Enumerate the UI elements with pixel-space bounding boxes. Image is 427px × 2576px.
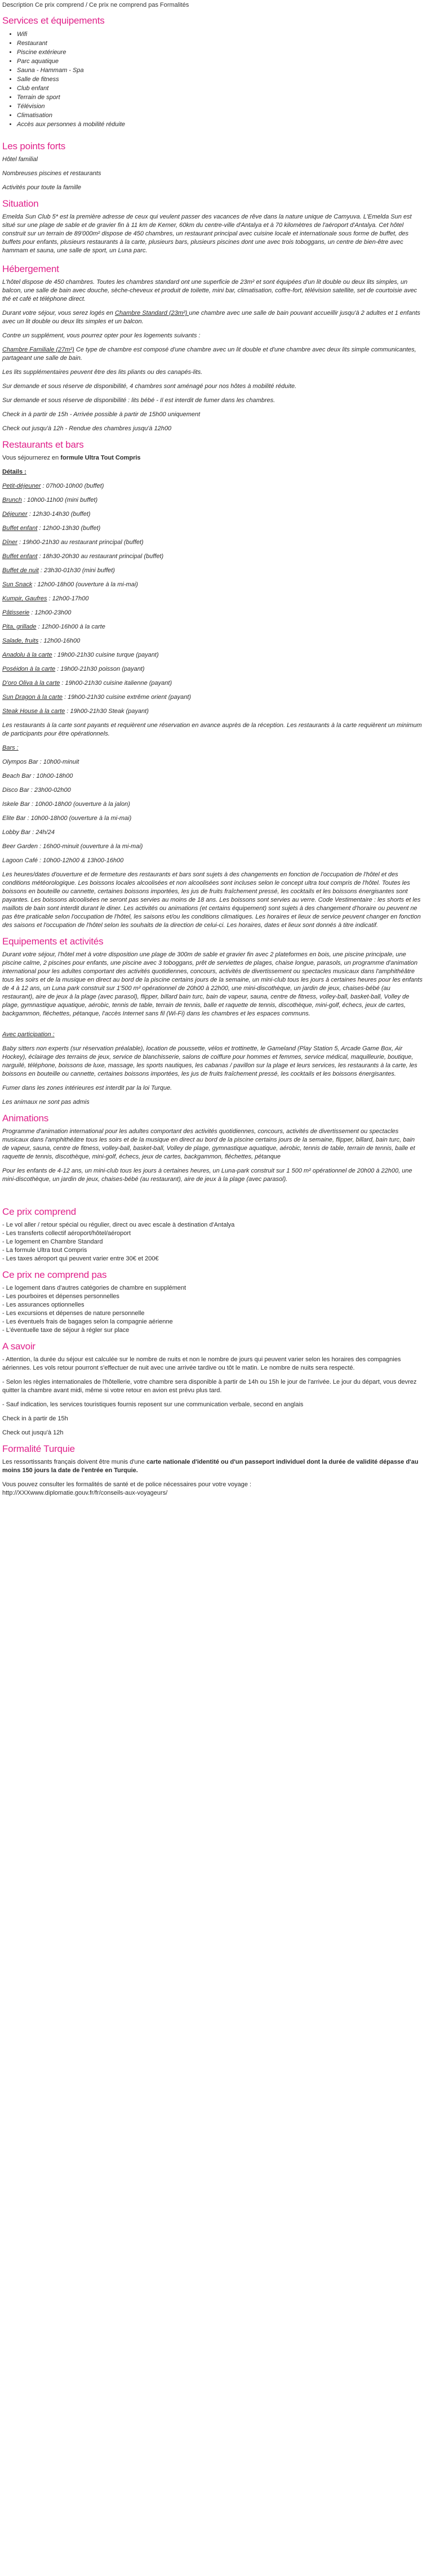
- hebergement-p4-b: Ce type de chambre est composé d'une chambre avec un lit double et d'une chambre avec deux lits simple communicantes, partageant une salle de bain.: [2, 346, 416, 362]
- bars-list: [2, 758, 422, 865]
- equipements-p1: Durant votre séjour, l'hôtel met à votre disposition une plage de 300m de sable et gravier fin avec 2 plateformes en bois, une piscine principale, une piscine calme, 2 piscines pour enfants, une piscine avec 3 toboggans, prêt de serviettes de plages, chaise longue, parasols, un programme d'animation international pour les adultes comportant des activités quotidiennes, concours, activités de divertissement ou spectacles musicaux dans l'amphithéâtre tous les soirs et de la musique en direct au bord de la piscine certains jours de la semaine, un mini-club tous les jours à certaines heures pour les enfants de 4 à 12 ans, un Luna park construit sur 1'500 m² opérationnel de 20h00 à 22h00, une mini-discothèque, un jardin de jeux, chaises-bébé (au restaurant), aire de jeux à la plage (avec parasol), flipper, billard bain turc, bain de vapeur, sauna, centre de fitness, volley-ball, basket-ball, Volley de plage, gymnastique aquatique, aérobic, tennis de table, terrain de tennis, balle et raquette de tennis, discothèque, mini-golf, échecs, jeux de cartes, backgammon, fléchettes, pétanque, l'accès Internet sans fil (Wi-Fi) dans les chambres et les espaces communs.: [2, 951, 422, 1017]
- exclude-item: - Les excursions et dépenses de nature personnelle: [2, 1310, 145, 1317]
- include-item: - Le vol aller / retour spécial ou régulier, direct ou avec escale à destination d'Antalya: [2, 1222, 235, 1228]
- hebergement-p3: Contre un supplément, vous pourrez opter pour les logements suivants :: [2, 332, 201, 339]
- exclude-item: - Les éventuels frais de bagages selon la compagnie aérienne: [2, 1318, 173, 1325]
- meal-hours: : 19h00-21h30 cuisine extrême orient (payant): [63, 694, 192, 701]
- exclude-item: - Le logement dans d'autres catégories de chambre en supplément: [2, 1285, 186, 1291]
- include-item: - Le logement en Chambre Standard: [2, 1238, 103, 1245]
- bar-item: Elite Bar : 10h00-18h00 (ouverture à la mi-mai): [2, 815, 132, 822]
- strong-point-item: Nombreuses piscines et restaurants: [2, 170, 101, 177]
- animations-heading: Animations: [2, 1113, 49, 1124]
- hebergement-p2-a: Durant votre séjour, vous serez logés en: [2, 310, 115, 317]
- bar-item: Olympos Bar : 10h00-minuit: [2, 759, 79, 765]
- hebergement-p6: Sur demande et sous réserve de disponibilité, 4 chambres sont aménagé pour nos hôtes à mobilité réduite.: [2, 383, 297, 390]
- meal-row: [2, 595, 422, 603]
- meal-row: [2, 581, 422, 589]
- paid-label: Avec participation :: [2, 1031, 55, 1038]
- meal-row: [2, 707, 422, 716]
- excludes-heading: Ce prix ne comprend pas: [2, 1269, 107, 1280]
- restaurants-intro-a: Vous séjournerez en: [2, 454, 61, 461]
- meal-row: [2, 665, 422, 674]
- meal-row: [2, 510, 422, 519]
- meal-row: [2, 552, 422, 561]
- services-list: [2, 30, 422, 129]
- animations-p1: Programme d'animation international pour les adultes comportant des activités quotidiennes, concours, activités de divertissement ou spectacles musicaux dans l'amphithéâtre tous les soirs et de la musique en direct au bord de la piscine certains jours de la semaine, flipper, billard, bain turc, bain de vapeur, sauna, centre de fitness, volley-ball, basket-ball, Volley de plage, gymnastique aquatique, aérobic, tennis de table, terrain de tennis, balle et raquette de tennis, discothèque, mini-golf, échecs, jeux de cartes, backgammon, fléchettes, pétanque: [2, 1128, 415, 1160]
- bar-item: Beer Garden : 16h00-minuit (ouverture à la mi-mai): [2, 843, 143, 850]
- meal-name: Brunch: [2, 497, 22, 503]
- include-item: - La formule Ultra tout Compris: [2, 1247, 87, 1254]
- service-item: • Salle de fitness: [17, 75, 422, 84]
- meal-row: [2, 524, 422, 533]
- hebergement-p5: Les lits supplémentaires peuvent être des lits pliants ou des canapés-lits.: [2, 369, 203, 376]
- service-item: • Wifi: [17, 30, 422, 39]
- service-item: • Parc aquatique: [17, 57, 422, 66]
- formalite-p1: [2, 1458, 422, 1475]
- meal-hours: : 19h00-21h30 cuisine turque (payant): [52, 652, 159, 658]
- meal-row: [2, 538, 422, 547]
- meal-name: D'oro Oliva à la carte: [2, 680, 60, 687]
- services-heading: Services et équipements: [2, 15, 105, 26]
- hebergement-p7: Sur demande et sous réserve de disponibilité : lits bébé - Il est interdit de fumer dans les chambres.: [2, 397, 275, 404]
- restaurants-intro: [2, 454, 422, 462]
- strong-point-item: Activités pour toute la famille: [2, 184, 82, 191]
- strong-points-list: [2, 155, 422, 192]
- bar-item: Lobby Bar : 24h/24: [2, 829, 55, 836]
- service-item: • Club enfant: [17, 84, 422, 93]
- formula-name: formule Ultra Tout Compris: [60, 454, 141, 461]
- meal-hours: : 12h30-14h30 (buffet): [27, 511, 91, 518]
- meal-row: [2, 637, 422, 645]
- meal-row: [2, 623, 422, 631]
- description-tabs-line: Description Ce prix comprend / Ce prix ne comprend pas Formalités: [2, 2, 189, 8]
- diplomatie-link[interactable]: http://XXXwww.diplomatie.gouv.fr/fr/conseils-aux-voyageurs/: [2, 1490, 168, 1496]
- hebergement-p1: L'hôtel dispose de 450 chambres. Toutes les chambres standard ont une superficie de 23m² et sont équipées d'un lit double ou deux lits simples, un balcon, une salle de bain avec douche, sèche-cheveux et produit de toilette, mini bar, climatisation, coffre-fort, télévision satellite, set de courtoisie avec thé et café et téléphone direct.: [2, 279, 417, 302]
- formalite-link-line: [2, 1489, 422, 1498]
- savoir-p5: Check out jusqu'à 12h: [2, 1429, 64, 1436]
- meal-row: [2, 567, 422, 575]
- situation-heading: Situation: [2, 198, 39, 209]
- animations-p2: Pour les enfants de 4-12 ans, un mini-club tous les jours à certaines heures, un Luna-park construit sur 1 500 m² opérationnel de 20h00 à 22h00, une mini-discothèque, un jardin de jeux, chaises-bébé (au restaurant), aire de jeux à la plage (avec parasol).: [2, 1167, 412, 1183]
- meal-hours: : 19h00-21h30 poisson (payant): [55, 666, 145, 672]
- include-item: - Les transferts collectif aéroport/hôtel/aéroport: [2, 1230, 131, 1237]
- savoir-p4: Check in à partir de 15h: [2, 1415, 68, 1422]
- service-item: • Piscine extérieure: [17, 48, 422, 57]
- meal-hours: : 12h00-23h00: [29, 609, 72, 616]
- meal-hours: : 18h30-20h30 au restaurant principal (buffet): [37, 553, 164, 560]
- meal-hours: : 19h00-21h30 cuisine italienne (payant): [60, 680, 172, 687]
- strong-point-item: Hôtel familial: [2, 156, 38, 163]
- formalite-p1-a: Les ressortissants français doivent être munis d'une: [2, 1459, 146, 1465]
- meal-hours: : 12h00-16h00 à la carte: [36, 623, 105, 630]
- formalite-p1-b: carte nationale d'identité ou d'un passeport individuel dont la durée de validité dépasse d'au moins 150 jours la date de l'entrée en Turquie.: [2, 1459, 419, 1474]
- meal-hours: : 12h00-16h00: [38, 638, 81, 644]
- meal-row: [2, 482, 422, 491]
- bar-item: Lagoon Café : 10h00-12h00 & 13h00-16h00: [2, 857, 124, 864]
- hebergement-p2: [2, 309, 422, 326]
- meal-row: [2, 651, 422, 659]
- service-item: • Sauna - Hammam - Spa: [17, 66, 422, 75]
- includes-heading: Ce prix comprend: [2, 1206, 76, 1217]
- meal-name: Buffet enfant: [2, 525, 38, 532]
- equipements-p2: Baby sitters non experts (sur réservation préalable), location de poussette, vélos et trottinette, le Gameland (Play Station 5, Arcade Game Box, Air Hockey), éclairage des terrains de jeux, service de blanchisserie, salons de coiffure pour hommes et femmes, service médical, maquilleurie, boutique, narguilé, téléphone, boissons de luxe, massage, les sports nautiques, les cabanas / pavillon sur la plage et leurs services, les restaurants à la carte, les boissons en bouteille ou cannette, certaines boissons importées, les jus de fruits fraîchement pressé, les cocktails et les boissons énergisantes.: [2, 1045, 417, 1077]
- meal-name: Buffet enfant: [2, 553, 38, 560]
- includes-list: [2, 1221, 422, 1263]
- exclude-item: - Les pourboires et dépenses personnelles: [2, 1293, 119, 1300]
- hebergement-p2-b: une chambre avec une salle de bain pouvant accueillir jusqu'à 2 adultes et 1 enfants avec un lit double ou deux lits simples et un balcon.: [2, 310, 420, 325]
- equipements-p4: Les animaux ne sont pas admis: [2, 1099, 90, 1106]
- meal-name: Salade, fruits: [2, 638, 39, 644]
- formalite-heading: Formalité Turquie: [2, 1443, 75, 1454]
- standard-room-link[interactable]: Chambre Standard (23m²): [114, 310, 189, 317]
- alacarte-note: Les restaurants à la carte sont payants et requièrent une réservation en avance auprès de la réception. Les restaurants à la carte requièrent un minimum de participants pour être opérationnels.: [2, 722, 422, 737]
- meal-name: Anadolu à la carte: [2, 652, 52, 658]
- meal-name: Déjeuner: [2, 511, 28, 518]
- meal-name: Kumpir, Gaufres: [2, 595, 47, 602]
- savoir-heading: A savoir: [2, 1341, 35, 1352]
- hours-note: Les heures/dates d'ouverture et de fermeture des restaurants et bars sont sujets à des changements en fonction de l'occupation de l'hôtel et des conditions météorologique. Les boissons locales alcoolisées et non alcoolisées sont incluses selon le concept ultra tout compris de l'hôtel. Toutes les boissons en bouteille ou cannette, certaines boissons importées, les jus de fruits fraîchement pressé, les cocktails et les boissons énergisantes sont payantes. Les boissons alcoolisées ne seront pas servies au moins de 18 ans. Les boissons sont servies au verre. Code Vestimentaire : les shorts et les maillots de bain sont interdit durant le diner. Les activités ou animations (et certains équipement) sont sujets à des changement d'horaire ou peuvent ne pas être praticable selon l'occupation de l'hôtel, les saisons et/ou les conditions climatiques. Les horaires et lieux de service peuvent changer en fonction des saisons et l'occupation de l'hôtel selon les souhaits de la direction de celui-ci. Les horaires, dates et lieux sont donnés à titre indicatif.: [2, 871, 421, 929]
- meal-hours: : 23h30-01h30 (mini buffet): [38, 567, 115, 574]
- situation-text: Emelda Sun Club 5* est la première adresse de ceux qui veulent passer des vacances de rêve dans la nature unique de Camyuva. L'Emelda Sun est situé sur une plage de sable et de gravier fin à 11 km de Kemer, 60km du centre-ville d'Antalya et à 70 kilomètres de l'aéroport d'Antalya. Cet hôtel construit sur un terrain de 89'000m² dispose de 450 chambres, un restaurant principal avec cuisine locale et internationale sous forme de buffet, des buffets pour enfants, plusieurs restaurants à la carte, plusieurs bars, plusieurs piscines dont une avec trois toboggans, un centre de bien-être avec hammam et sauna, une salle de sport, un Luna parc.: [2, 213, 412, 254]
- equipements-p3: Fumer dans les zones intérieures est interdit par la loi Turque.: [2, 1085, 172, 1091]
- service-item: • Accès aux personnes à mobilité réduite: [17, 120, 422, 129]
- strong-points-heading: Les points forts: [2, 141, 66, 151]
- exclude-item: - L'éventuelle taxe de séjour à régler sur place: [2, 1327, 130, 1334]
- meals-list: [2, 482, 422, 716]
- meal-name: Dîner: [2, 539, 17, 546]
- bar-item: Beach Bar : 10h00-18h00: [2, 773, 73, 779]
- service-item: • Terrain de sport: [17, 93, 422, 102]
- meal-row: [2, 693, 422, 702]
- excludes-list: [2, 1284, 422, 1335]
- details-label: Détails :: [2, 469, 26, 475]
- bar-item: Iskele Bar : 10h00-18h00 (ouverture à la jalon): [2, 801, 130, 808]
- meal-hours: : 19h00-21h30 au restaurant principal (buffet): [17, 539, 144, 546]
- meal-hours: : 12h00-17h00: [47, 595, 89, 602]
- meal-hours: : 12h00-18h00 (ouverture à la mi-mai): [32, 581, 138, 588]
- bars-label: Bars :: [2, 745, 19, 751]
- meal-name: Petit-déjeuner: [2, 483, 41, 489]
- service-item: • Climatisation: [17, 111, 422, 120]
- restaurants-heading: Restaurants et bars: [2, 439, 84, 450]
- service-item: • Télévision: [17, 102, 422, 111]
- meal-hours: : 12h00-13h30 (buffet): [37, 525, 101, 532]
- meal-name: Sun Dragon à la carte: [2, 694, 63, 701]
- meal-row: [2, 679, 422, 688]
- service-item: • Restaurant: [17, 39, 422, 48]
- hebergement-p8: Check in à partir de 15h - Arrivée possible à partir de 15h00 uniquement: [2, 411, 201, 418]
- meal-name: Pita, grillade: [2, 623, 37, 630]
- include-item: - Les taxes aéroport qui peuvent varier entre 30€ et 200€: [2, 1255, 159, 1262]
- savoir-p1: - Attention, la durée du séjour est calculée sur le nombre de nuits et non le nombre de jours qui peuvent varier selon les horaires des compagnies aériennes. Les vols retour pourront s'effectuer de nuit avec une arrivée tardive ou tôt le matin. Le nombre de nuits sera respecté.: [2, 1356, 401, 1371]
- savoir-p2: - Selon les règles internationales de l'hôtellerie, votre chambre sera disponible à partir de 14h ou 15h le jour de l'arrivée. Le jour du départ, vous devrez quitter la chambre avant midi, même si votre retour en avion est prévu plus tard.: [2, 1379, 417, 1394]
- hebergement-heading: Hébergement: [2, 264, 59, 274]
- hebergement-p9: Check out jusqu'à 12h - Rendue des chambres jusqu'à 12h00: [2, 425, 172, 432]
- meal-name: Sun Snack: [2, 581, 33, 588]
- exclude-item: - Les assurances optionnelles: [2, 1302, 84, 1308]
- meal-name: Pâtisserie: [2, 609, 30, 616]
- equipements-heading: Equipements et activités: [2, 936, 104, 947]
- meal-hours: : 07h00-10h00 (buffet): [41, 483, 104, 489]
- meal-name: Steak House à la carte: [2, 708, 65, 715]
- meal-hours: : 19h00-21h30 Steak (payant): [65, 708, 149, 715]
- meal-row: [2, 496, 422, 505]
- meal-hours: : 10h00-11h00 (mini buffet): [21, 497, 98, 503]
- savoir-p3: - Sauf indication, les services touristiques fournis reposent sur une communication verbale, second en anglais: [2, 1401, 304, 1408]
- formalite-p2: Vous pouvez consulter les formalités de santé et de police nécessaires pour votre voyage :: [2, 1481, 252, 1488]
- family-room-link[interactable]: Chambre Familiale (27m²): [2, 346, 74, 353]
- meal-name: Poséidon à la carte: [2, 666, 56, 672]
- meal-name: Buffet de nuit: [2, 567, 39, 574]
- meal-row: [2, 609, 422, 617]
- bar-item: Disco Bar : 23h00-02h00: [2, 787, 71, 794]
- hebergement-p4: [2, 346, 422, 363]
